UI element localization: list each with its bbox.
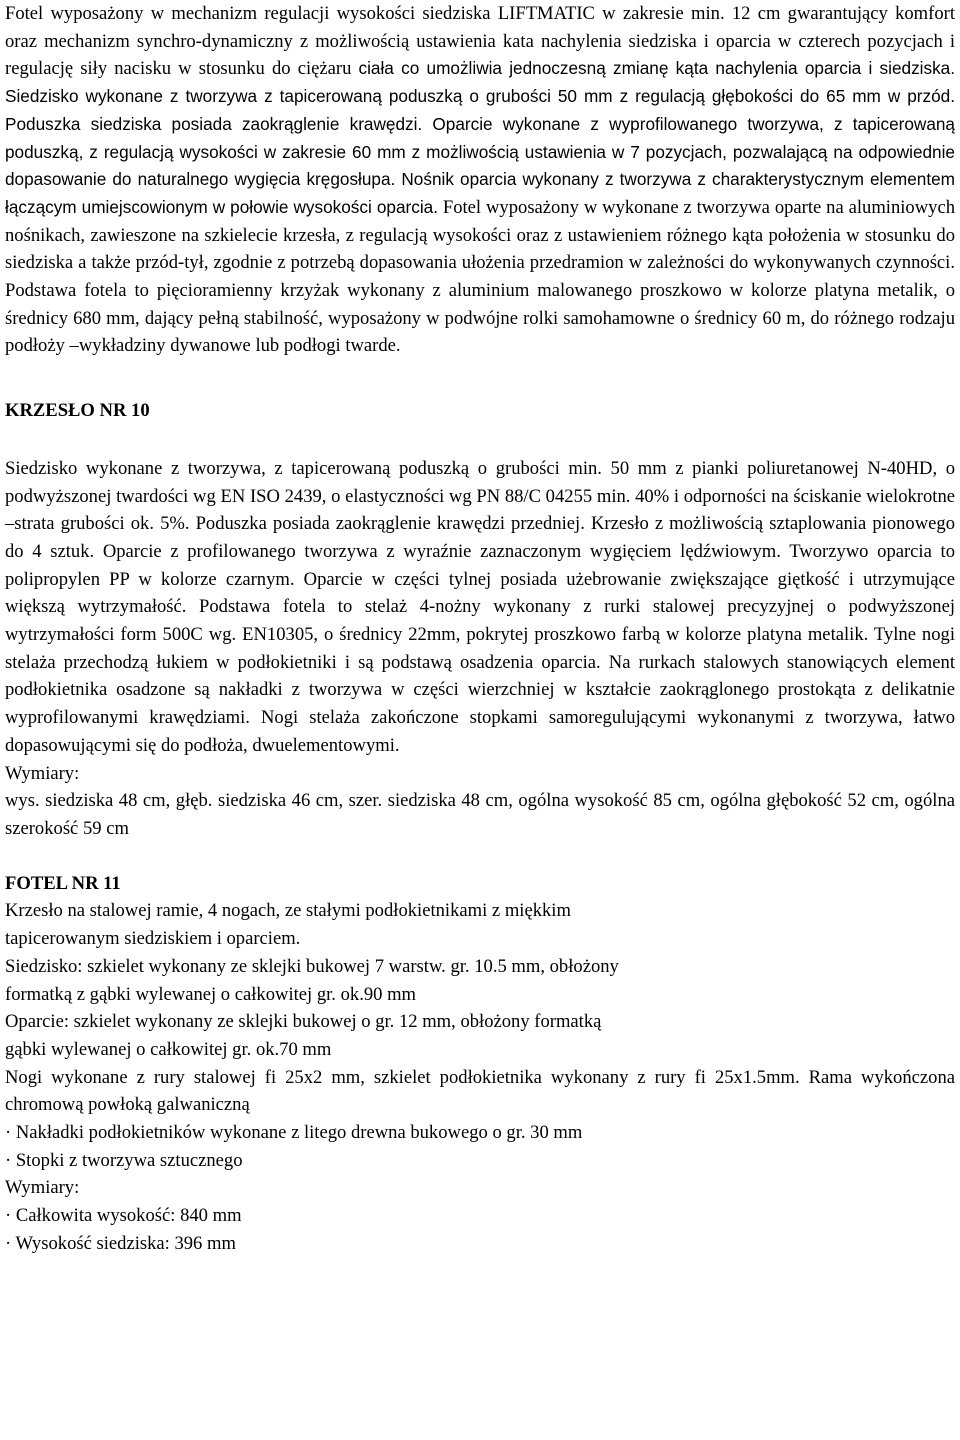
fotel-nr-11-line-10: Wymiary: <box>5 1177 80 1199</box>
fotel-nr-11-line-7: Nogi wykonane z rury stalowej fi 25x2 mm, szkielet podłokietnika wykonany z rury fi 25x1.5mm. Rama wykończona chromową powłoką galwaniczną <box>5 1066 955 1116</box>
fotel-liftmatic-description <box>5 0 955 360</box>
fotel-nr-11-heading: FOTEL NR 11 <box>5 872 121 894</box>
fotel-nr-11-line-1: Krzesło na stalowej ramie, 4 nogach, ze stałymi podłokietnikami z miękkim <box>5 900 571 922</box>
fotel-nr-11-line-3: Siedzisko: szkielet wykonany ze sklejki bukowej 7 warstw. gr. 10.5 mm, obłożony <box>5 955 619 977</box>
paragraph-part-serif-2: Fotel wyposażony w wykonane z tworzywa oparte na aluminiowych nośnikach, zawieszone na szkielecie krzesła, z regulacją wysokości oraz z ustawieniem różnego kąta położenia w stosunku do siedziska a także przód-tył, zgodnie z potrzebą dopasowania ułożenia przedramion w zależności do wykonywanych czynności. Podstawa fotela to pięcioramienny krzyżak wykonany z aluminium malowanego proszkowo w kolorze platyna metalik, o średnicy 680 mm, dający pełną stabilność, wyposażony w podwójne rolki samohamowne o średnicy 60 m, do różnego rodzaju podłoży –wykładziny dywanowe lub podłogi twarde. <box>5 196 955 357</box>
fotel-nr-11-line-9: · Stopki z tworzywa sztucznego <box>5 1149 243 1171</box>
fotel-nr-11-line-5: Oparcie: szkielet wykonany ze sklejki bukowej o gr. 12 mm, obłożony formatką <box>5 1011 602 1033</box>
fotel-nr-11-line-4: formatką z gąbki wylewanej o całkowitej gr. ok.90 mm <box>5 983 417 1005</box>
fotel-nr-11-line-6: gąbki wylewanej o całkowitej gr. ok.70 mm <box>5 1038 332 1060</box>
document-page <box>5 0 955 1258</box>
paragraph-part-serif-1: Fotel wyposażony w mechanizm regulacji wysokości siedziska LIFTMATIC w zakresie min. 12 cm gwarantujący komfort oraz mechanizm synchro-dynamiczny z możliwością ustawienia kata nachylenia siedziska i oparcia w czterech pozycjach i regulację siły nacisku w stosunku do ciężaru <box>5 3 955 80</box>
krzeslo-nr-10-heading: KRZESŁO NR 10 <box>5 400 150 422</box>
krzeslo-nr-10-dims-text: wys. siedziska 48 cm, głęb. siedziska 46 cm, szer. siedziska 48 cm, ogólna wysokość 85 cm, ogólna głębokość 52 cm, ogólna szerokość 59 cm <box>5 790 955 839</box>
fotel-nr-11-line-8: · Nakładki podłokietników wykonane z litego drewna bukowego o gr. 30 mm <box>5 1122 583 1144</box>
krzeslo-nr-10-dims-label: Wymiary: <box>5 762 80 784</box>
fotel-nr-11-line-12: · Wysokość siedziska: 396 mm <box>5 1232 236 1254</box>
paragraph-part-sans: ciała co umożliwia jednoczesną zmianę kąta nachylenia oparcia i siedziska. Siedzisko wykonane z tworzywa z tapicerowaną poduszką o grubości 50 mm z regulacją głębokości do 65 mm w przód. Poduszka siedziska posiada zaokrąglenie krawędzi. Oparcie wykonane z wyprofilowanego tworzywa, z tapicerowaną poduszką, z regulacją wysokości w zakresie 60 mm z możliwością ustawienia w 7 pozycjach, pozwalającą na odpowiednie dopasowanie do naturalnego wygięcia kręgosłupa. Nośnik oparcia wykonany z tworzywa z charakterystycznym elementem łączącym umiejscowionym w połowie wysokości oparcia. <box>5 58 956 217</box>
fotel-nr-11-line-2: tapicerowanym siedziskiem i oparciem. <box>5 928 301 950</box>
krzeslo-nr-10-description: Siedzisko wykonane z tworzywa, z tapicerowaną poduszką o grubości min. 50 mm z pianki poliuretanowej N-40HD, o podwyższonej twardości wg EN ISO 2439, o elastyczności wg PN 88/C 04255 min. 40% i odporności na ściskanie wielokrotne –strata grubości ok. 5%. Poduszka posiada zaokrąglenie krawędzi przedniej. Krzesło z możliwością sztaplowania pionowego do 4 sztuk. Oparcie z profilowanego tworzywa z wyraźnie zaznaczonym wygięciem lędźwiowym. Tworzywo oparcia to polipropylen PP w kolorze czarnym. Oparcie w części tylnej posiada użebrowanie zwiększające giętkość i utrzymujące większą wytrzymałość. Podstawa fotela to stelaż 4-nożny wykonany z rurki stalowej precyzyjnej o podwyższonej wytrzymałości form 500C wg. EN10305, o średnicy 22mm, pokrytej proszkowo farbą w kolorze platyna metalik. Tylne nogi stelaża przechodzą łukiem w podłokietniki i są podstawą osadzenia oparcia. Na rurkach stalowych stanowiących element podłokietnika osadzone są nakładki z tworzywa w części wierzchniej w kształcie zaokrąglonego prostokąta z delikatnie wyprofilowanymi krawędziami. Nogi stelaża zakończone stopkami samoregulującymi wykonanymi z tworzywa, łatwo dopasowującymi się do podłoża, dwuelementowymi. <box>5 457 955 756</box>
fotel-nr-11-line-11: · Całkowita wysokość: 840 mm <box>5 1205 242 1227</box>
